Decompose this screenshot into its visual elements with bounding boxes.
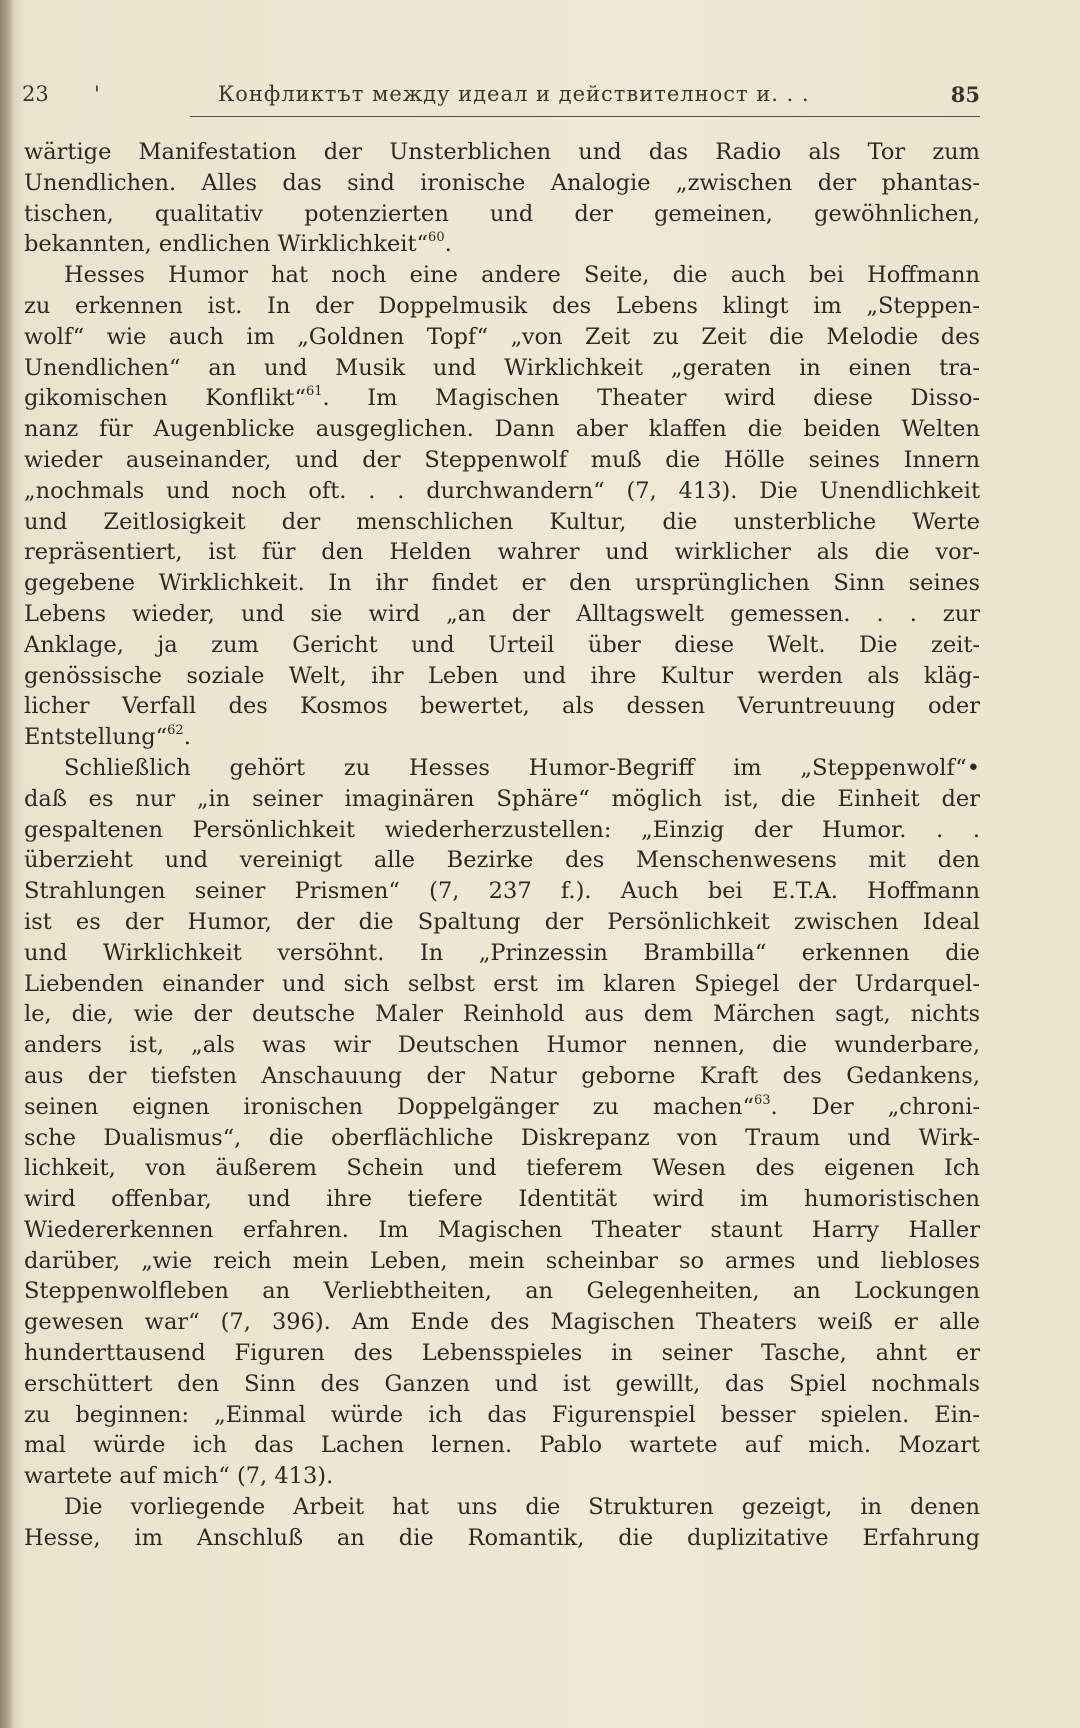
text-line-content: Entstellung“: [24, 724, 168, 751]
text-line-content: ist es der Humor, der die Spaltung der Persönlichkeit zwischen Ideal: [24, 908, 980, 935]
header-left-number: 23: [22, 82, 49, 106]
text-line: [24, 722, 980, 753]
text-line-content: wieder auseinander, und der Steppenwolf muß die Hölle seines Innern: [24, 446, 980, 473]
text-line-content: Hesses Humor hat noch eine andere Seite, die auch bei Hoffmann: [64, 262, 980, 289]
text-line: [24, 661, 980, 692]
text-line: [24, 753, 980, 784]
text-line-content: Unendlichen“ an und Musik und Wirklichkeit „geraten in einen tra-: [24, 354, 980, 381]
text-line: [24, 1492, 980, 1523]
text-line-content: genössische soziale Welt, ihr Leben und ihre Kultur werden als kläg-: [24, 662, 980, 689]
text-line-content: hunderttausend Figuren des Lebensspieles in seiner Tasche, ahnt er: [24, 1340, 980, 1367]
text-line: [24, 199, 980, 230]
text-line: [24, 630, 980, 661]
text-line: [24, 260, 980, 291]
text-line-content: überzieht und vereinigt alle Bezirke des Menschenwesens mit den: [24, 847, 980, 874]
text-line: [24, 1215, 980, 1246]
text-line: [24, 845, 980, 876]
text-line-content: wird offenbar, und ihre tiefere Identität wird im humoristischen: [24, 1186, 980, 1213]
text-line: [24, 599, 980, 630]
text-line: [24, 876, 980, 907]
text-line: [24, 383, 980, 414]
text-line: [24, 353, 980, 384]
text-line: [24, 476, 980, 507]
footnote-marker: 62: [167, 723, 184, 739]
header-rule: [190, 116, 980, 117]
header-tick-mark: ': [94, 82, 100, 106]
text-line-content: darüber, „wie reich mein Leben, mein scheinbar so armes und liebloses: [24, 1247, 980, 1274]
text-line: [24, 1523, 980, 1554]
text-line: [24, 1307, 980, 1338]
text-line-content: bekannten, endlichen Wirklichkeit“: [24, 231, 429, 258]
text-line-content: gikomischen Konflikt“: [24, 385, 306, 412]
footnote-marker: 63: [754, 1092, 771, 1108]
text-line-content: zu erkennen ist. In der Doppelmusik des Lebens klingt im „Steppen-: [24, 292, 980, 319]
text-line-continuation: .: [183, 724, 191, 751]
text-line: [24, 229, 980, 260]
body-text: [24, 137, 980, 1554]
text-line: [24, 537, 980, 568]
text-line-content: Steppenwolfleben an Verliebtheiten, an Gelegenheiten, an Lockungen: [24, 1278, 980, 1305]
text-line-content: Unendlichen. Alles das sind ironische Analogie „zwischen der phantas-: [24, 169, 980, 196]
text-line: [24, 1184, 980, 1215]
text-line: [24, 1369, 980, 1400]
text-line: [24, 507, 980, 538]
text-line-content: Anklage, ja zum Gericht und Urteil über diese Welt. Die zeit-: [24, 631, 980, 658]
text-line: [24, 691, 980, 722]
text-line: [24, 1430, 980, 1461]
text-line-continuation: . Der „chroni-: [770, 1093, 980, 1120]
text-line-content: und Zeitlosigkeit der menschlichen Kultur, die unsterbliche Werte: [24, 508, 980, 535]
text-line: [24, 784, 980, 815]
text-line-content: „nochmals und noch oft. . . durchwandern“ (7, 413). Die Unendlichkeit: [24, 477, 980, 504]
text-line-content: nanz für Augenblicke ausgeglichen. Dann aber klaffen die beiden Welten: [24, 416, 980, 443]
text-line: [24, 137, 980, 168]
text-line-continuation: . Im Magischen Theater wird diese Disso-: [322, 385, 980, 412]
text-line-content: gespaltenen Persönlichkeit wiederherzustellen: „Einzig der Humor. . .: [24, 816, 980, 843]
text-line-content: gegebene Wirklichkeit. In ihr findet er den ursprünglichen Sinn seines: [24, 570, 980, 597]
running-title: Конфликтът между идеал и действителност и. . .: [218, 82, 810, 106]
text-line-content: le, die, wie der deutsche Maler Reinhold aus dem Märchen sagt, nichts: [24, 1001, 980, 1028]
text-line: [24, 1276, 980, 1307]
text-line: [24, 815, 980, 846]
text-line-content: erschüttert den Sinn des Ganzen und ist gewillt, das Spiel nochmals: [24, 1370, 980, 1397]
text-line-content: licher Verfall des Kosmos bewertet, als dessen Veruntreuung oder: [24, 693, 980, 720]
text-line-content: Lebens wieder, und sie wird „an der Alltagswelt gemessen. . . zur: [24, 600, 980, 627]
text-line: [24, 414, 980, 445]
footnote-marker: 60: [428, 230, 445, 246]
text-line-content: repräsentiert, ist für den Helden wahrer und wirklicher als die vor-: [24, 539, 980, 566]
text-line-content: Die vorliegende Arbeit hat uns die Strukturen gezeigt, in denen: [64, 1494, 980, 1521]
text-line-content: gewesen war“ (7, 396). Am Ende des Magischen Theaters weiß er alle: [24, 1309, 980, 1336]
page-number: 85: [950, 82, 980, 107]
text-line-content: sche Dualismus“, die oberflächliche Diskrepanz von Traum und Wirk-: [24, 1124, 980, 1151]
text-line-content: und Wirklichkeit versöhnt. In „Prinzessin Brambilla“ erkennen die: [24, 939, 980, 966]
footnote-marker: 61: [305, 384, 323, 400]
text-line-content: wartete auf mich“ (7, 413).: [24, 1463, 334, 1490]
text-line: [24, 1461, 980, 1492]
text-line-content: wärtige Manifestation der Unsterblichen und das Radio als Tor zum: [24, 139, 980, 165]
text-line: [24, 445, 980, 476]
text-line: [24, 938, 980, 969]
text-line: [24, 907, 980, 938]
text-line: [24, 1123, 980, 1154]
text-line: [24, 1338, 980, 1369]
text-line-content: tischen, qualitativ potenzierten und der gemeinen, gewöhnlichen,: [24, 200, 980, 227]
text-line: [24, 1400, 980, 1431]
text-line-content: wolf“ wie auch im „Goldnen Topf“ „von Zeit zu Zeit die Melodie des: [24, 323, 980, 350]
text-line-continuation: .: [444, 231, 452, 258]
text-line: [24, 568, 980, 599]
text-line-content: daß es nur „in seiner imaginären Sphäre“ möglich ist, die Einheit der: [24, 785, 980, 812]
text-line-content: Wiedererkennen erfahren. Im Magischen Theater staunt Harry Haller: [24, 1216, 980, 1243]
text-line: [24, 969, 980, 1000]
text-line: [24, 1246, 980, 1277]
text-line: [24, 1092, 980, 1123]
text-line-content: lichkeit, von äußerem Schein und tieferem Wesen des eigenen Ich: [24, 1155, 980, 1182]
text-line-content: Liebenden einander und sich selbst erst im klaren Spiegel der Urdarquel-: [24, 970, 980, 997]
text-line-content: zu beginnen: „Einmal würde ich das Figurenspiel besser spielen. Ein-: [24, 1401, 980, 1428]
text-line-content: aus der tiefsten Anschauung der Natur geborne Kraft des Gedankens,: [24, 1062, 980, 1089]
text-line: [24, 322, 980, 353]
text-line: [24, 1030, 980, 1061]
text-line: [24, 1061, 980, 1092]
text-line-content: Hesse, im Anschluß an die Romantik, die duplizitative Erfahrung: [24, 1524, 980, 1551]
text-line-content: Schließlich gehört zu Hesses Humor-Begriff im „Steppenwolf“•: [64, 754, 980, 781]
text-line-content: mal würde ich das Lachen lernen. Pablo wartete auf mich. Mozart: [24, 1432, 980, 1459]
text-line-content: seinen eignen ironischen Doppelgänger zu machen“: [24, 1093, 754, 1120]
text-line-content: Strahlungen seiner Prismen“ (7, 237 f.). Auch bei E.T.A. Hoffmann: [24, 878, 980, 905]
text-line: [24, 168, 980, 199]
running-header: [22, 82, 980, 118]
page-binding-edge: [0, 0, 14, 1728]
text-line-content: anders ist, „als was wir Deutschen Humor nennen, die wunderbare,: [24, 1032, 980, 1059]
text-line: [24, 999, 980, 1030]
text-line: [24, 291, 980, 322]
text-line: [24, 1153, 980, 1184]
